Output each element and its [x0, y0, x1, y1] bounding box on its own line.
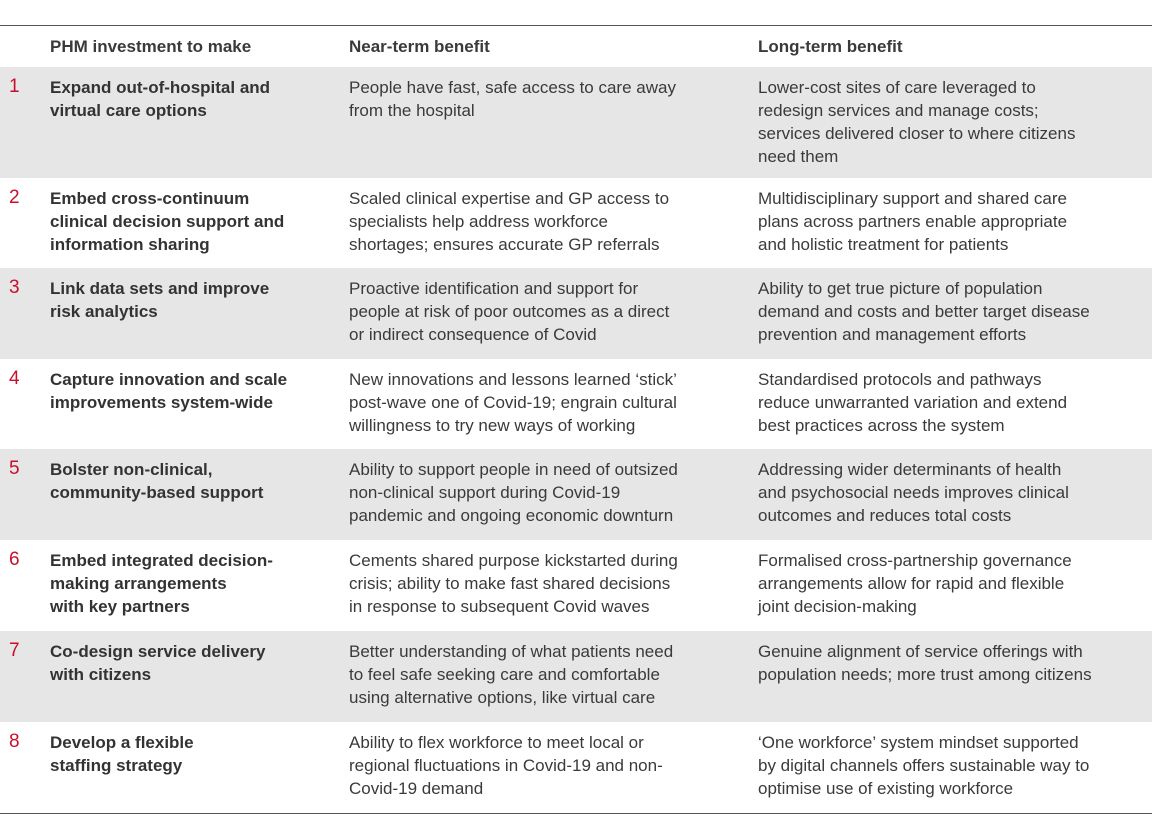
investment-cell: Embed integrated decision- making arrangements with key partners	[50, 551, 273, 616]
near-term-cell: Cements shared purpose kickstarted during crisis; ability to make fast shared decisions in response to subsequent Covid waves	[349, 551, 678, 616]
table-row	[0, 449, 1152, 540]
near-term-cell: Better understanding of what patients need to feel safe seeking care and comfortable using alternative options, like virtual care	[349, 642, 674, 707]
table-row	[0, 540, 1152, 631]
row-number: 6	[9, 549, 20, 570]
row-number: 1	[9, 76, 20, 97]
header-investment: PHM investment to make	[50, 37, 252, 56]
long-term-cell: Multidisciplinary support and shared care plans across partners enable appropriate and holistic treatment for patients	[758, 189, 1068, 254]
table-row	[0, 359, 1152, 449]
long-term-cell: Addressing wider determinants of health and psychosocial needs improves clinical outcomes and reduces total costs	[758, 460, 1069, 525]
investment-cell: Develop a flexible staffing strategy	[50, 733, 194, 775]
long-term-cell: Ability to get true picture of population demand and costs and better target disease prevention and management efforts	[758, 279, 1090, 344]
near-term-cell: New innovations and lessons learned ‘stick’ post-wave one of Covid-19; engrain cultural willingness to try new ways of working	[349, 370, 677, 435]
near-term-cell: Ability to support people in need of outsized non-clinical support during Covid-19 pandemic and ongoing economic downturn	[349, 460, 678, 525]
near-term-cell: Scaled clinical expertise and GP access to specialists help address workforce shortages; ensures accurate GP referrals	[349, 189, 670, 254]
near-term-cell: People have fast, safe access to care away from the hospital	[349, 78, 676, 120]
long-term-cell: ‘One workforce’ system mindset supported by digital channels offers sustainable way to optimise use of existing workforce	[758, 733, 1090, 798]
table-row	[0, 67, 1152, 178]
row-number: 4	[9, 368, 20, 389]
near-term-cell: Ability to flex workforce to meet local or regional fluctuations in Covid-19 and non- Covid-19 demand	[349, 733, 663, 798]
investment-cell: Embed cross-continuum clinical decision support and information sharing	[50, 189, 285, 254]
long-term-cell: Formalised cross-partnership governance arrangements allow for rapid and flexible joint decision-making	[758, 551, 1072, 616]
long-term-cell: Standardised protocols and pathways reduce unwarranted variation and extend best practices across the system	[758, 370, 1068, 435]
row-number: 2	[9, 187, 20, 208]
header-near-term: Near-term benefit	[349, 37, 490, 56]
table-header	[0, 26, 1152, 67]
long-term-cell: Genuine alignment of service offerings with population needs; more trust among citizens	[758, 642, 1092, 684]
investment-cell: Co-design service delivery with citizens	[50, 642, 266, 684]
table-row	[0, 631, 1152, 722]
near-term-cell: Proactive identification and support for people at risk of poor outcomes as a direct or indirect consequence of Covid	[349, 279, 670, 344]
table-row	[0, 178, 1152, 268]
header-long-term: Long-term benefit	[758, 37, 903, 56]
table-bottom-rule	[0, 813, 1152, 814]
row-number: 7	[9, 640, 20, 661]
long-term-cell: Lower-cost sites of care leveraged to redesign services and manage costs; services delivered closer to where citizens need them	[758, 78, 1076, 166]
investment-cell: Bolster non-clinical, community-based support	[50, 460, 264, 502]
row-number: 8	[9, 731, 20, 752]
table-row	[0, 722, 1152, 813]
row-number: 3	[9, 277, 20, 298]
table-row	[0, 268, 1152, 359]
investment-cell: Capture innovation and scale improvements system-wide	[50, 370, 288, 412]
investment-cell: Link data sets and improve risk analytics	[50, 279, 270, 321]
row-number: 5	[9, 458, 20, 479]
investment-cell: Expand out-of-hospital and virtual care options	[50, 78, 271, 120]
